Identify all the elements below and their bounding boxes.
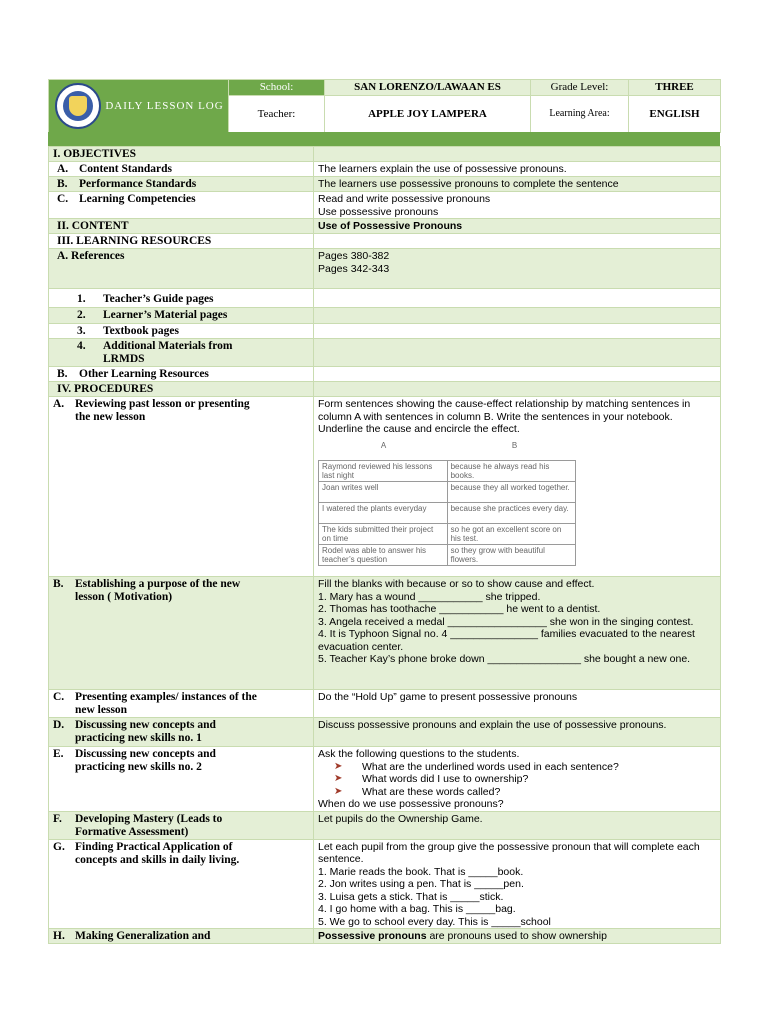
arrow-bullet-icon: ➤ bbox=[334, 760, 343, 772]
proc-e-label-2: practicing new skills no. 2 bbox=[75, 761, 202, 773]
table-row: A. Content Standards The learners explain the use of possessive pronouns. bbox=[49, 162, 721, 177]
table-row bbox=[49, 382, 721, 397]
proc-a-label-1: Reviewing past lesson or presenting bbox=[75, 398, 250, 410]
table-row: Raymond reviewed his lessons last night because he always read his books. bbox=[319, 461, 576, 482]
header-band bbox=[48, 132, 720, 146]
proc-d-text: Discuss possessive pronouns and explain the use of possessive pronouns. bbox=[314, 718, 721, 747]
table-row bbox=[49, 249, 721, 289]
table-row: 3. Textbook pages bbox=[49, 324, 721, 339]
references-value-1: Pages 380-382 bbox=[318, 250, 390, 262]
table-row: C. Learning Competencies Read and write possessive pronouns Use possessive pronouns bbox=[49, 192, 721, 219]
content-value: Use of Possessive Pronouns bbox=[314, 219, 721, 234]
proc-g-content: Let each pupil from the group give the possessive pronoun that will complete each sentence. 1. Marie reads the book. That is _____book. 2. Jon writes using a pen. That is _____pen. 3. Luisa gets a stick. That is _____stick. 4. I go home with a bag. This is _____bag. 5. We go to school every day. This is _____school bbox=[314, 839, 721, 929]
proc-e-content: Ask the following questions to the students. ➤ What are the underlined words used in each sentence? ➤ What words did I use to ownership? ➤ What are these words called? When do we use possessive pronouns? bbox=[314, 747, 721, 812]
proc-b-label-1: Establishing a purpose of the new bbox=[75, 578, 241, 590]
tb-label: Textbook pages bbox=[103, 325, 179, 337]
table-row: Joan writes well because they all worked together. bbox=[319, 482, 576, 503]
table-row: E. Discussing new concepts and practicing new skills no. 2 Ask the following questions to the students. ➤ What are the underlined words used in each sentence? ➤ What words did I use to ownership? ➤ What are these words called? When do we use possessive pronouns? bbox=[49, 747, 721, 812]
proc-c-label-2: new lesson bbox=[75, 704, 128, 716]
header-table bbox=[48, 79, 721, 133]
proc-a-label-2: the new lesson bbox=[75, 411, 146, 423]
proc-h-text: Possessive pronouns are pronouns used to show ownership bbox=[314, 929, 721, 944]
proc-h-label: Making Generalization and bbox=[75, 930, 211, 942]
table-row: H. Making Generalization and Possessive pronouns are pronouns used to show ownership bbox=[49, 929, 721, 944]
arrow-bullet-icon: ➤ bbox=[334, 773, 343, 784]
table-row: C. Presenting examples/ instances of the new lesson Do the “Hold Up” game to present possessive pronouns bbox=[49, 690, 721, 718]
table-row: B. Performance Standards The learners use possessive pronouns to complete the sentence bbox=[49, 177, 721, 192]
col-b-heading: B bbox=[511, 440, 518, 450]
performance-standards-value: The learners use possessive pronouns to complete the sentence bbox=[314, 177, 721, 192]
proc-d-label-1: Discussing new concepts and bbox=[75, 719, 216, 731]
area-label: Learning Area: bbox=[531, 95, 629, 132]
proc-b-label-2: lesson ( Motivation) bbox=[75, 591, 173, 603]
logo-cell bbox=[49, 80, 229, 133]
procedures-heading: IV. PROCEDURES bbox=[49, 382, 314, 397]
proc-c-text: Do the “Hold Up” game to present possessive pronouns bbox=[314, 690, 721, 718]
table-row bbox=[49, 234, 721, 249]
am-label-1: Additional Materials from bbox=[103, 340, 233, 352]
table-row: I watered the plants everyday because she practices every day. bbox=[319, 503, 576, 524]
school-label: School: bbox=[229, 80, 325, 96]
table-row: Rodel was able to answer his teacher’s question so they grow with beautiful flowers. bbox=[319, 545, 576, 566]
col-a-heading: A bbox=[380, 440, 387, 450]
grade-value: THREE bbox=[629, 80, 721, 96]
proc-g-label-1: Finding Practical Application of bbox=[75, 840, 233, 853]
teacher-value: APPLE JOY LAMPERA bbox=[325, 95, 531, 132]
table-row: D. Discussing new concepts and practicing new skills no. 1 Discuss possessive pronouns and explain the use of possessive pronouns. bbox=[49, 718, 721, 747]
lm-label: Learner’s Material pages bbox=[103, 309, 228, 321]
table-row: 2. Learner’s Material pages bbox=[49, 308, 721, 324]
proc-f-text: Let pupils do the Ownership Game. bbox=[314, 811, 721, 839]
school-value: SAN LORENZO/LAWAAN ES bbox=[325, 80, 531, 96]
competencies-label: Learning Competencies bbox=[79, 193, 196, 205]
area-value: ENGLISH bbox=[629, 95, 721, 132]
performance-standards-label: Performance Standards bbox=[79, 178, 197, 190]
doc-title: DAILY LESSON LOG bbox=[105, 100, 224, 112]
objectives-heading: I. OBJECTIVES bbox=[49, 147, 314, 162]
table-row: The kids submitted their project on time so he got an excellent score on his test. bbox=[319, 524, 576, 545]
table-row: B. Establishing a purpose of the new lesson ( Motivation) Fill the blanks with because or so to show cause and effect. 1. Mary has a wound ___________ she tripped. 2. Thomas has toothache ___________ he went to a dentist. 3. Angela received a medal _________________ she won in the singing contest. 4. It is Typhoon Signal no. 4 _______________ families evacuated to the nearest evacuation center. 5. Teacher Kay’s phone broke down ________________ she bought a new one. bbox=[49, 577, 721, 690]
cause-effect-exercise bbox=[318, 440, 580, 567]
arrow-bullet-icon: ➤ bbox=[334, 785, 343, 797]
lesson-table bbox=[48, 146, 721, 944]
table-row: 1. Teacher’s Guide pages bbox=[49, 289, 721, 308]
competencies-value-2: Use possessive pronouns bbox=[318, 205, 439, 218]
proc-c-label-1: Presenting examples/ instances of the bbox=[75, 691, 257, 703]
proc-f-label-1: Developing Mastery (Leads to bbox=[75, 812, 223, 825]
content-heading: II. CONTENT bbox=[49, 219, 314, 234]
proc-f-label-2: Formative Assessment) bbox=[75, 825, 189, 838]
resources-heading: III. LEARNING RESOURCES bbox=[49, 234, 314, 249]
competencies-value-1: Read and write possessive pronouns bbox=[318, 193, 491, 205]
grade-label: Grade Level: bbox=[531, 80, 629, 96]
table-row: 4. Additional Materials from LRMDS bbox=[49, 339, 721, 367]
proc-b-content: Fill the blanks with because or so to show cause and effect. 1. Mary has a wound ___________ she tripped. 2. Thomas has toothache ___________ he went to a dentist. 3. Angela received a medal _________________ she won in the singing contest. 4. It is Typhoon Signal no. 4 _______________ families evacuated to the nearest evacuation center. 5. Teacher Kay’s phone broke down ________________ she bought a new one. bbox=[314, 577, 721, 690]
references-value-2: Pages 342-343 bbox=[318, 262, 390, 275]
am-label-2: LRMDS bbox=[103, 353, 145, 365]
table-row: B. Other Learning Resources bbox=[49, 367, 721, 382]
proc-d-label-2: practicing new skills no. 1 bbox=[75, 732, 202, 744]
teacher-label: Teacher: bbox=[229, 95, 325, 132]
deped-seal-icon bbox=[55, 83, 101, 129]
proc-a-text: Form sentences showing the cause-effect relationship by matching sentences in column A with sentences in column B. Write the sentences in your notebook. Underline the cause and encircle the effect. bbox=[318, 398, 691, 435]
table-row: F. Developing Mastery (Leads to Formative Assessment) Let pupils do the Ownership Game. bbox=[49, 811, 721, 839]
table-row: A. Reviewing past lesson or presenting the new lesson Form sentences showing the cause-effect relationship by matching sentences in column A with sentences in column B. Write the sentences in your notebook. Underline the cause and encircle the effect. A B Raymond reviewed his lessons last night because he always read his books. Joan writes well because they all worked together. I watered the plants everyday because she practices every day. The kids submitted their project on time so he got an excellent score on his test. Rodel was able to answer his teacher’s question so they grow with beautiful flowers. bbox=[49, 397, 721, 577]
table-row bbox=[49, 219, 721, 234]
proc-e-label-1: Discussing new concepts and bbox=[75, 748, 216, 760]
tg-label: Teacher’s Guide pages bbox=[103, 293, 214, 305]
olr-label: Other Learning Resources bbox=[79, 368, 209, 380]
content-standards-label: Content Standards bbox=[79, 163, 172, 175]
table-row: G. Finding Practical Application of concepts and skills in daily living. Let each pupil from the group give the possessive pronoun that will complete each sentence. 1. Marie reads the book. That is _____book. 2. Jon writes using a pen. That is _____pen. 3. Luisa gets a stick. That is _____stick. 4. I go home with a bag. This is _____bag. 5. We go to school every day. This is _____school bbox=[49, 839, 721, 929]
references-label: A. References bbox=[49, 249, 314, 289]
cause-effect-table bbox=[318, 460, 576, 566]
proc-g-label-2: concepts and skills in daily living. bbox=[75, 853, 240, 866]
content-standards-value: The learners explain the use of possessive pronouns. bbox=[314, 162, 721, 177]
table-row bbox=[49, 147, 721, 162]
